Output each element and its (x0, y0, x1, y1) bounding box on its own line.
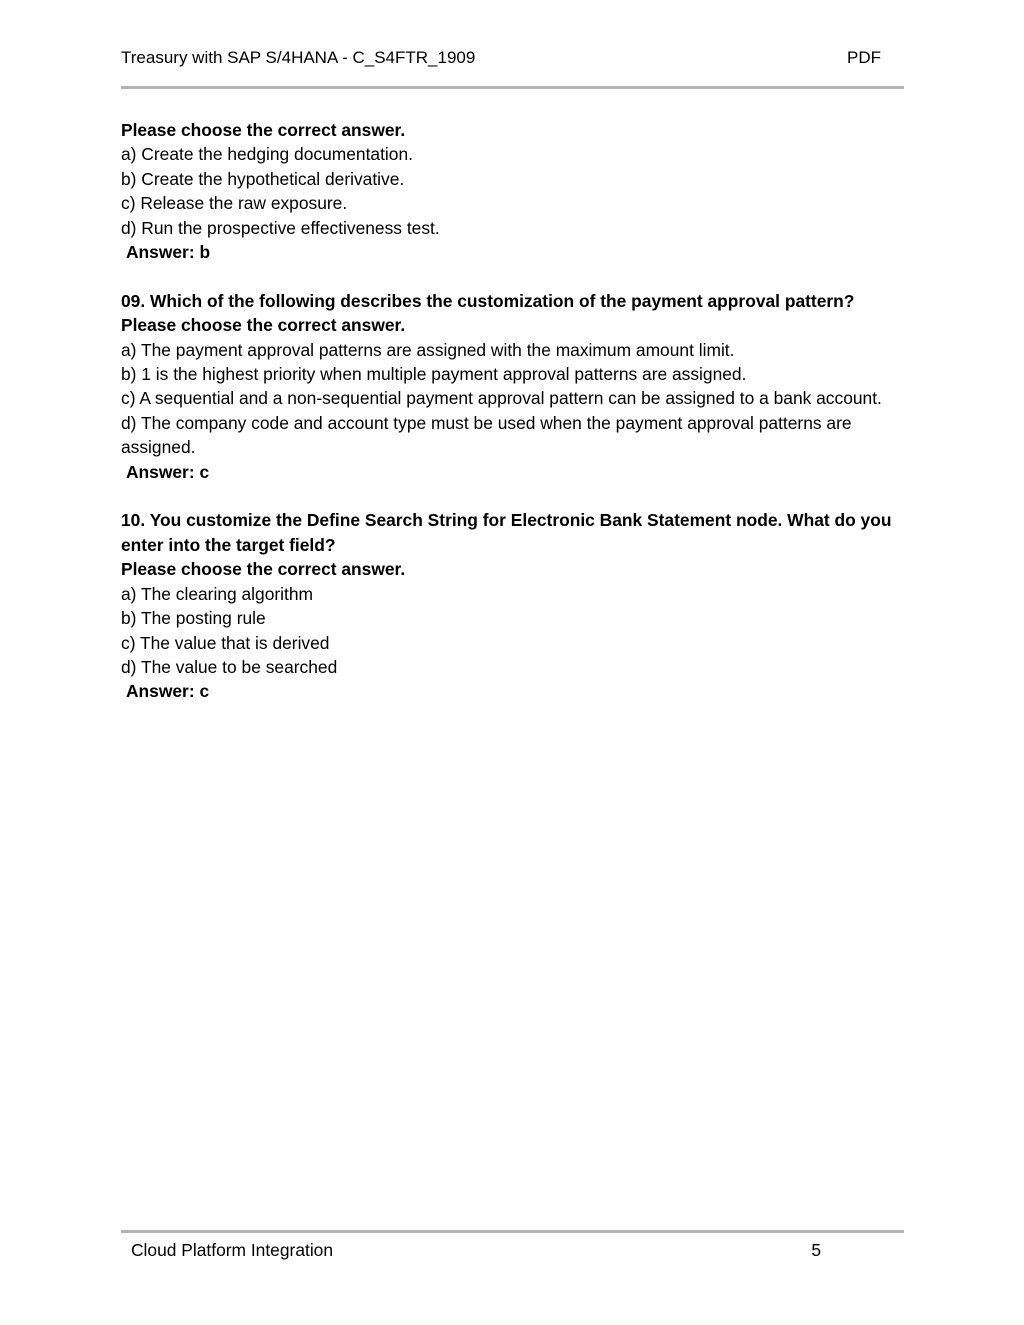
question-10 (121, 508, 911, 703)
answer-option: b) 1 is the highest priority when multiple payment approval patterns are assigned. (121, 364, 747, 385)
question-text: 10. You customize the Define Search String for Electronic Bank Statement node. What do you enter into the target field? (121, 510, 892, 555)
format-label: PDF (847, 48, 881, 67)
page-content (121, 118, 911, 704)
question-9 (121, 289, 911, 484)
footer-divider (121, 1230, 904, 1233)
answer-option: b) The posting rule (121, 608, 266, 629)
question-8-tail (121, 118, 911, 264)
correct-answer: Answer: c (126, 681, 210, 702)
answer-option: c) Release the raw exposure. (121, 193, 348, 214)
question-prompt: Please choose the correct answer. (121, 120, 406, 140)
footer-label: Cloud Platform Integration (131, 1240, 334, 1260)
correct-answer: Answer: b (126, 242, 211, 263)
page-footer (131, 1240, 821, 1264)
answer-option: b) Create the hypothetical derivative. (121, 168, 405, 189)
page-number: 5 (811, 1240, 821, 1260)
question-prompt: Please choose the correct answer. (121, 315, 406, 336)
spacer (121, 484, 911, 508)
question-prompt: Please choose the correct answer. (121, 559, 406, 580)
correct-answer: Answer: c (126, 461, 210, 482)
answer-option: c) A sequential and a non-sequential payment approval pattern can be assigned to a bank account. (121, 388, 882, 409)
answer-option: a) The payment approval patterns are assigned with the maximum amount limit. (121, 339, 735, 360)
spacer (121, 264, 911, 288)
answer-option: c) The value that is derived (121, 632, 330, 653)
answer-option: d) The value to be searched (121, 656, 338, 677)
answer-option: a) Create the hedging documentation. (121, 144, 413, 165)
question-text: 09. Which of the following describes the customization of the payment approval pattern? (121, 290, 855, 311)
answer-option: d) The company code and account type must be used when the payment approval patterns are assigned. (121, 412, 852, 458)
answer-option: d) Run the prospective effectiveness test. (121, 217, 440, 238)
document-title: Treasury with SAP S/4HANA - C_S4FTR_1909 (121, 48, 476, 67)
page-header (121, 48, 881, 72)
header-divider (121, 86, 904, 89)
answer-option: a) The clearing algorithm (121, 583, 314, 604)
